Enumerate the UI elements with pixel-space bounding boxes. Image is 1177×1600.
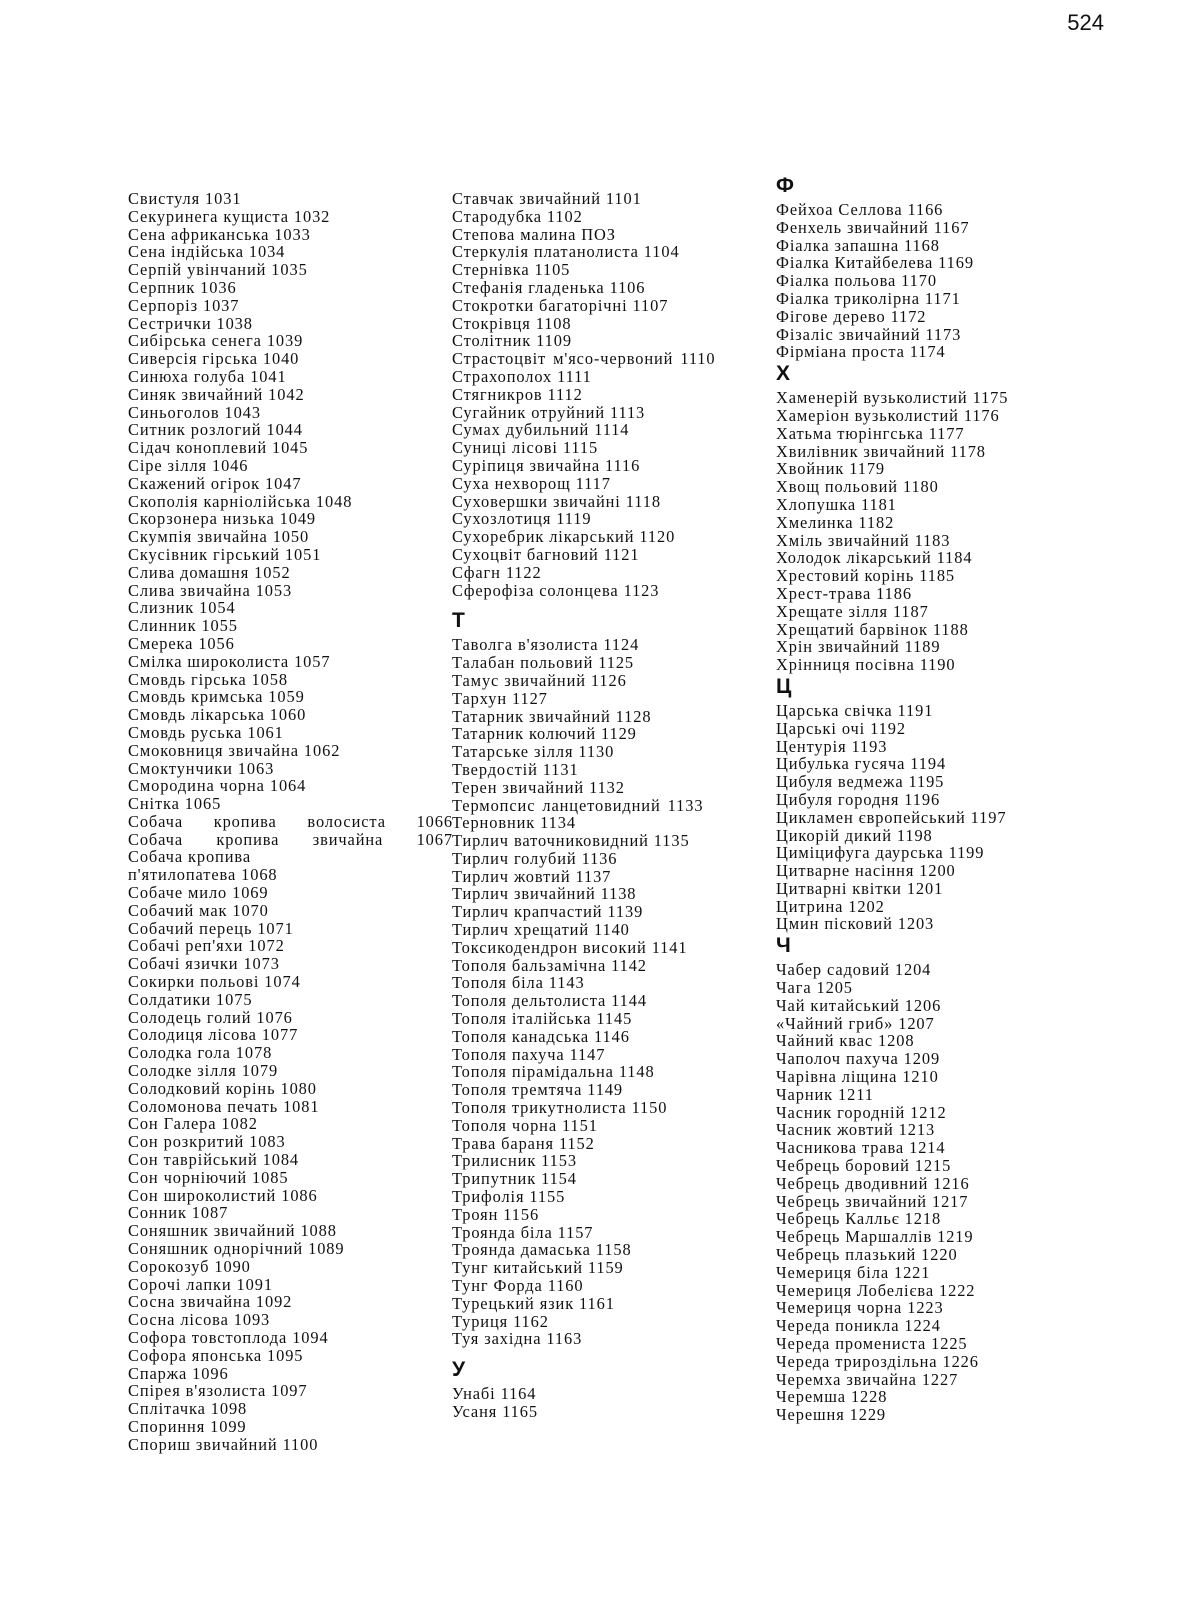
index-entry: Сідач коноплевий 1045 bbox=[128, 438, 309, 458]
index-entry: Сугайник отруйний 1113 bbox=[452, 402, 646, 422]
index-entry: Фіалка запашна 1168 bbox=[776, 235, 940, 255]
index-entry: Страстоцвіт м'ясо-червоний 1110 bbox=[452, 349, 716, 369]
index-entry: Сухоцвіт багновий 1121 bbox=[452, 544, 640, 564]
index-entry: Сена африканська 1033 bbox=[128, 224, 311, 244]
index-entry: Хамеріон вузьколистий 1176 bbox=[776, 405, 1000, 425]
index-entry: Трилисник 1153 bbox=[452, 1151, 577, 1171]
index-entry: Слизник 1054 bbox=[128, 598, 236, 618]
index-entry: Смородина чорна 1064 bbox=[128, 776, 307, 796]
index-entry: Царська свічка 1191 bbox=[776, 700, 934, 720]
letter-heading: Ц bbox=[776, 674, 792, 698]
index-entry: Соняшник звичайний 1088 bbox=[128, 1221, 337, 1241]
index-entry: Троянда біла 1157 bbox=[452, 1222, 594, 1242]
index-entry: Хаменерій вузьколистий 1175 bbox=[776, 388, 1009, 408]
index-entry: Туриця 1162 bbox=[452, 1311, 549, 1331]
index-entry: Собачий перець 1071 bbox=[128, 918, 294, 938]
index-entry: Тунг китайський 1159 bbox=[452, 1258, 624, 1278]
index-column-2 bbox=[452, 190, 777, 1421]
index-entry: Фігове дерево 1172 bbox=[776, 306, 927, 326]
index-entry-word: Собача bbox=[128, 811, 184, 831]
index-entry: Синьоголов 1043 bbox=[128, 402, 261, 422]
index-entry: Степова малина ПОЗ bbox=[452, 224, 616, 244]
index-entry: Татарник колючий 1129 bbox=[452, 724, 637, 744]
index-entry: Хлопушка 1181 bbox=[776, 494, 897, 514]
index-entry: Свистуля 1031 bbox=[128, 189, 242, 208]
index-entry: «Чайний гриб» 1207 bbox=[776, 1013, 935, 1033]
index-entry: Чебрець плазький 1220 bbox=[776, 1245, 958, 1265]
index-entry: Трифолія 1155 bbox=[452, 1187, 566, 1207]
index-entry: Серпоріз 1037 bbox=[128, 295, 240, 315]
index-entry bbox=[128, 813, 453, 831]
index-entry: Сферофіза солонцева 1123 bbox=[452, 580, 660, 600]
index-entry: Стародубка 1102 bbox=[452, 206, 583, 226]
index-entry: Тархун 1127 bbox=[452, 688, 548, 708]
index-entry: Фіалка Китайбелева 1169 bbox=[776, 253, 974, 273]
index-entry: Цибуля городня 1196 bbox=[776, 789, 941, 809]
index-entry: Смілка широколиста 1057 bbox=[128, 651, 331, 671]
index-entry: Тополя канадська 1146 bbox=[452, 1026, 630, 1046]
index-entry: Тополя пахуча 1147 bbox=[452, 1044, 606, 1064]
index-entry: Смовдь гірська 1058 bbox=[128, 669, 288, 689]
index-entry: Татарник звичайний 1128 bbox=[452, 706, 652, 726]
index-entry: Стягникров 1112 bbox=[452, 384, 583, 404]
index-entry: Цмин пісковий 1203 bbox=[776, 914, 935, 934]
index-entry: Собача кропива bbox=[128, 847, 251, 867]
index-entry: Солдатики 1075 bbox=[128, 989, 253, 1009]
index-entry: Тирлич хрещатий 1140 bbox=[452, 920, 630, 940]
index-entry: Череда промениста 1225 bbox=[776, 1334, 968, 1354]
index-entry-word: 1067 bbox=[416, 829, 453, 849]
index-entry: Сена індійська 1034 bbox=[128, 242, 286, 262]
index-entry: Цитварні квітки 1201 bbox=[776, 878, 944, 898]
index-entry: Черемха звичайна 1227 bbox=[776, 1369, 959, 1389]
index-entry: Тирлич ваточниковидний 1135 bbox=[452, 831, 690, 851]
index-entry: Хрест-трава 1186 bbox=[776, 583, 912, 603]
index-entry: Солодка гола 1078 bbox=[128, 1043, 273, 1063]
index-entry: Смовдь руська 1061 bbox=[128, 722, 284, 742]
index-entry: Чемериця Лобелієва 1222 bbox=[776, 1280, 976, 1300]
index-entry: Хвойник 1179 bbox=[776, 459, 886, 479]
index-entry: Тополя пірамідальна 1148 bbox=[452, 1062, 655, 1082]
index-entry: п'ятилопатева 1068 bbox=[128, 865, 278, 885]
index-entry: Скумпія звичайна 1050 bbox=[128, 527, 310, 547]
index-entry: Соняшник однорічний 1089 bbox=[128, 1239, 345, 1259]
index-entry: Чай китайський 1206 bbox=[776, 995, 942, 1015]
index-entry: Софора товстоплода 1094 bbox=[128, 1328, 329, 1347]
index-entry: Чайний квас 1208 bbox=[776, 1031, 915, 1051]
index-entry: Слива домашня 1052 bbox=[128, 562, 291, 582]
index-entry: Череда трироздільна 1226 bbox=[776, 1351, 979, 1371]
index-entry: Чаполоч пахуча 1209 bbox=[776, 1049, 941, 1069]
index-entry: Хвощ польовий 1180 bbox=[776, 477, 939, 497]
index-entry: Чабер садовий 1204 bbox=[776, 960, 932, 980]
index-entry: Циміцифуга даурська 1199 bbox=[776, 843, 985, 863]
index-entry: Тополя дельтолиста 1144 bbox=[452, 991, 647, 1011]
index-entry: Сфагн 1122 bbox=[452, 562, 542, 582]
index-entry: Сухоребрик лікарський 1120 bbox=[452, 527, 676, 547]
index-entry: Хрін звичайний 1189 bbox=[776, 637, 941, 657]
index-entry: Слива звичайна 1053 bbox=[128, 580, 293, 600]
index-entry: Часник городній 1212 bbox=[776, 1102, 947, 1122]
index-entry: Скажений огірок 1047 bbox=[128, 473, 302, 493]
index-entry: Цитварне насіння 1200 bbox=[776, 861, 956, 881]
index-entry: Софора японська 1095 bbox=[128, 1345, 304, 1365]
letter-heading: Т bbox=[452, 609, 465, 633]
index-entry: Суховершки звичайні 1118 bbox=[452, 491, 661, 511]
index-entry: Солодець голий 1076 bbox=[128, 1007, 293, 1027]
index-entry: Сон розкритий 1083 bbox=[128, 1132, 286, 1152]
index-entry: Тополя чорна 1151 bbox=[452, 1115, 598, 1135]
index-entry: Стеркулія платанолиста 1104 bbox=[452, 242, 680, 262]
index-entry: Фіалка триколірна 1171 bbox=[776, 288, 961, 308]
index-entry: Сосна звичайна 1092 bbox=[128, 1292, 293, 1312]
index-entry: Спориш звичайний 1100 bbox=[128, 1434, 319, 1454]
index-entry: Сонник 1087 bbox=[128, 1203, 229, 1223]
index-entry: Тополя біла 1143 bbox=[452, 973, 585, 993]
index-entry: Туя західна 1163 bbox=[452, 1329, 583, 1349]
index-entry: Собачий мак 1070 bbox=[128, 900, 269, 920]
index-entry: Секуринега кущиста 1032 bbox=[128, 206, 331, 226]
index-entry: Сиверсія гірська 1040 bbox=[128, 349, 300, 369]
index-entry: Сухозлотиця 1119 bbox=[452, 509, 592, 529]
index-entry: Хрестовий корінь 1185 bbox=[776, 566, 956, 586]
index-entry: Суріпиця звичайна 1116 bbox=[452, 455, 641, 475]
index-entry: Сон Галера 1082 bbox=[128, 1114, 258, 1134]
index-entry: Чебрець боровий 1215 bbox=[776, 1156, 952, 1176]
index-entry: Солодке зілля 1079 bbox=[128, 1061, 279, 1081]
index-entry: Сорочі лапки 1091 bbox=[128, 1274, 273, 1294]
index-entry: Хрінниця посівна 1190 bbox=[776, 655, 956, 675]
index-entry: Сокирки польові 1074 bbox=[128, 972, 301, 992]
index-entry bbox=[128, 831, 453, 849]
index-entry: Смоктунчики 1063 bbox=[128, 758, 275, 778]
index-entry: Сон чорніючий 1085 bbox=[128, 1167, 289, 1187]
index-entry: Хвилівник звичайний 1178 bbox=[776, 441, 986, 461]
index-entry: Холодок лікарський 1184 bbox=[776, 548, 973, 568]
index-entry: Троян 1156 bbox=[452, 1204, 540, 1224]
index-entry: Трипутник 1154 bbox=[452, 1169, 577, 1189]
index-entry: Хрещатий барвінок 1188 bbox=[776, 619, 969, 639]
index-entry: Чебрець Калльє 1218 bbox=[776, 1209, 942, 1229]
index-entry: Тирлич звичайний 1138 bbox=[452, 884, 637, 904]
index-entry: Фізаліс звичайний 1173 bbox=[776, 324, 962, 344]
letter-heading: Х bbox=[776, 362, 791, 386]
index-entry: Смоковниця звичайна 1062 bbox=[128, 740, 341, 760]
index-entry: Усаня 1165 bbox=[452, 1402, 538, 1421]
index-entry: Хрещате зілля 1187 bbox=[776, 601, 929, 621]
index-entry: Скусівник гірський 1051 bbox=[128, 544, 322, 564]
index-entry: Тополя трикутнолиста 1150 bbox=[452, 1098, 668, 1118]
index-entry: Солодиця лісова 1077 bbox=[128, 1025, 299, 1045]
index-entry: Тополя бальзамічна 1142 bbox=[452, 955, 647, 975]
index-entry: Сплітачка 1098 bbox=[128, 1399, 248, 1419]
index-entry: Терен звичайний 1132 bbox=[452, 777, 625, 797]
index-entry: Фенхель звичайний 1167 bbox=[776, 217, 970, 237]
index-entry: Цикламен європейський 1197 bbox=[776, 807, 1007, 827]
index-entry: Царські очі 1192 bbox=[776, 718, 906, 738]
index-entry: Страхополох 1111 bbox=[452, 366, 592, 386]
index-entry: Центурія 1193 bbox=[776, 736, 888, 756]
index-entry: Черемша 1228 bbox=[776, 1387, 888, 1407]
index-entry: Цибулька гусяча 1194 bbox=[776, 754, 947, 774]
index-entry: Сон таврійський 1084 bbox=[128, 1150, 300, 1170]
index-entry: Цитрина 1202 bbox=[776, 896, 885, 916]
index-entry: Токсикодендрон високий 1141 bbox=[452, 937, 688, 957]
index-entry: Чемериця біла 1221 bbox=[776, 1262, 931, 1282]
index-entry: Скорзонера низька 1049 bbox=[128, 509, 317, 529]
index-entry-word: Собача bbox=[128, 829, 184, 849]
index-entry: Чебрець Маршаллів 1219 bbox=[776, 1227, 974, 1247]
index-entry: Сіре зілля 1046 bbox=[128, 455, 249, 475]
index-entry-word: кропива bbox=[213, 811, 277, 831]
index-entry: Чарник 1211 bbox=[776, 1084, 874, 1104]
index-entry: Троянда дамаська 1158 bbox=[452, 1240, 632, 1260]
index-entry: Унабі 1164 bbox=[452, 1384, 537, 1404]
index-entry: Часник жовтий 1213 bbox=[776, 1120, 936, 1140]
index-entry: Серпій увінчаний 1035 bbox=[128, 260, 308, 280]
index-entry: Талабан польовий 1125 bbox=[452, 653, 635, 673]
index-entry: Сон широколистий 1086 bbox=[128, 1185, 318, 1205]
index-entry: Собачі реп'яхи 1072 bbox=[128, 936, 285, 956]
index-entry: Суха нехворощ 1117 bbox=[452, 473, 611, 493]
index-entry-word: кропива bbox=[216, 829, 280, 849]
index-entry: Терновник 1134 bbox=[452, 813, 576, 833]
index-entry: Цибуля ведмежа 1195 bbox=[776, 772, 945, 792]
index-entry: Чемериця чорна 1223 bbox=[776, 1298, 944, 1318]
index-entry: Серпник 1036 bbox=[128, 277, 237, 297]
index-entry: Чебрець звичайний 1217 bbox=[776, 1191, 969, 1211]
index-entry-word: звичайна bbox=[312, 829, 384, 849]
index-entry: Фірміана проста 1174 bbox=[776, 342, 946, 362]
index-entry: Столітник 1109 bbox=[452, 331, 572, 351]
index-entry: Чебрець дводивний 1216 bbox=[776, 1173, 970, 1193]
index-entry: Турецький язик 1161 bbox=[452, 1293, 615, 1313]
index-entry: Часникова трава 1214 bbox=[776, 1138, 946, 1158]
index-entry: Ситник розлогий 1044 bbox=[128, 420, 303, 440]
page-number: 524 bbox=[1067, 10, 1104, 35]
index-entry: Суниці лісові 1115 bbox=[452, 438, 599, 458]
index-entry: Чага 1205 bbox=[776, 978, 853, 998]
index-entry: Твердостій 1131 bbox=[452, 759, 579, 779]
index-entry: Фейхоа Селлова 1166 bbox=[776, 200, 944, 219]
index-entry: Сибірська сенега 1039 bbox=[128, 331, 304, 351]
index-entry: Соломонова печать 1081 bbox=[128, 1096, 320, 1116]
index-entry: Чарівна ліщина 1210 bbox=[776, 1067, 939, 1087]
index-entry: Тополя тремтяча 1149 bbox=[452, 1080, 624, 1100]
index-entry: Хміль звичайний 1183 bbox=[776, 530, 951, 550]
letter-heading: У bbox=[452, 1358, 466, 1382]
index-entry: Хмелинка 1182 bbox=[776, 512, 895, 532]
index-entry: Трава бараня 1152 bbox=[452, 1133, 595, 1153]
index-entry: Череда поникла 1224 bbox=[776, 1316, 941, 1336]
index-entry: Тунг Форда 1160 bbox=[452, 1276, 584, 1296]
index-entry: Тамус звичайний 1126 bbox=[452, 670, 627, 690]
index-entry: Цикорій дикий 1198 bbox=[776, 825, 933, 845]
index-entry: Сорокозуб 1090 bbox=[128, 1256, 251, 1276]
index-entry: Стокротки багаторічні 1107 bbox=[452, 295, 669, 315]
index-entry: Ставчак звичайний 1101 bbox=[452, 189, 642, 208]
index-entry: Тирлич жовтий 1137 bbox=[452, 866, 612, 886]
index-entry: Скополія карніолійська 1048 bbox=[128, 491, 353, 511]
index-entry: Спориння 1099 bbox=[128, 1416, 247, 1436]
index-entry: Хатьма тюрінгська 1177 bbox=[776, 423, 965, 443]
index-entry: Сестрички 1038 bbox=[128, 313, 253, 333]
letter-heading: Ф bbox=[776, 174, 794, 197]
index-entry: Термопсис ланцетовидний 1133 bbox=[452, 795, 704, 815]
index-entry: Собачі язички 1073 bbox=[128, 954, 280, 974]
letter-heading: Ч bbox=[776, 934, 791, 958]
index-entry: Смовдь кримська 1059 bbox=[128, 687, 305, 707]
index-entry: Стефанія гладенька 1106 bbox=[452, 277, 646, 297]
index-entry: Снітка 1065 bbox=[128, 794, 222, 814]
index-entry: Тирлич крапчастий 1139 bbox=[452, 902, 644, 922]
index-entry: Синюха голуба 1041 bbox=[128, 366, 287, 386]
index-entry: Сосна лісова 1093 bbox=[128, 1310, 271, 1330]
index-entry: Фіалка польова 1170 bbox=[776, 271, 937, 291]
index-entry: Стернівка 1105 bbox=[452, 260, 571, 280]
index-entry: Смовдь лікарська 1060 bbox=[128, 705, 307, 725]
index-entry: Тирлич голубий 1136 bbox=[452, 848, 618, 868]
index-entry: Сумах дубильний 1114 bbox=[452, 420, 630, 440]
index-entry-word: 1066 bbox=[416, 811, 453, 831]
index-entry: Тополя італійська 1145 bbox=[452, 1009, 633, 1029]
index-column-1 bbox=[128, 190, 453, 1454]
index-entry: Черешня 1229 bbox=[776, 1405, 887, 1425]
index-entry: Татарське зілля 1130 bbox=[452, 742, 615, 762]
index-entry-word: волосиста bbox=[307, 811, 386, 831]
index-entry: Собаче мило 1069 bbox=[128, 883, 269, 903]
index-entry: Спірея в'язолиста 1097 bbox=[128, 1381, 308, 1401]
index-entry: Спаржа 1096 bbox=[128, 1363, 229, 1383]
index-column-3 bbox=[776, 173, 1101, 1424]
index-entry: Слинник 1055 bbox=[128, 616, 238, 636]
index-entry: Таволга в'язолиста 1124 bbox=[452, 635, 640, 655]
index-entry: Солодковий корінь 1080 bbox=[128, 1078, 317, 1098]
index-entry: Стокрівця 1108 bbox=[452, 313, 572, 333]
index-entry: Синяк звичайний 1042 bbox=[128, 384, 305, 404]
index-entry: Смерека 1056 bbox=[128, 633, 235, 653]
